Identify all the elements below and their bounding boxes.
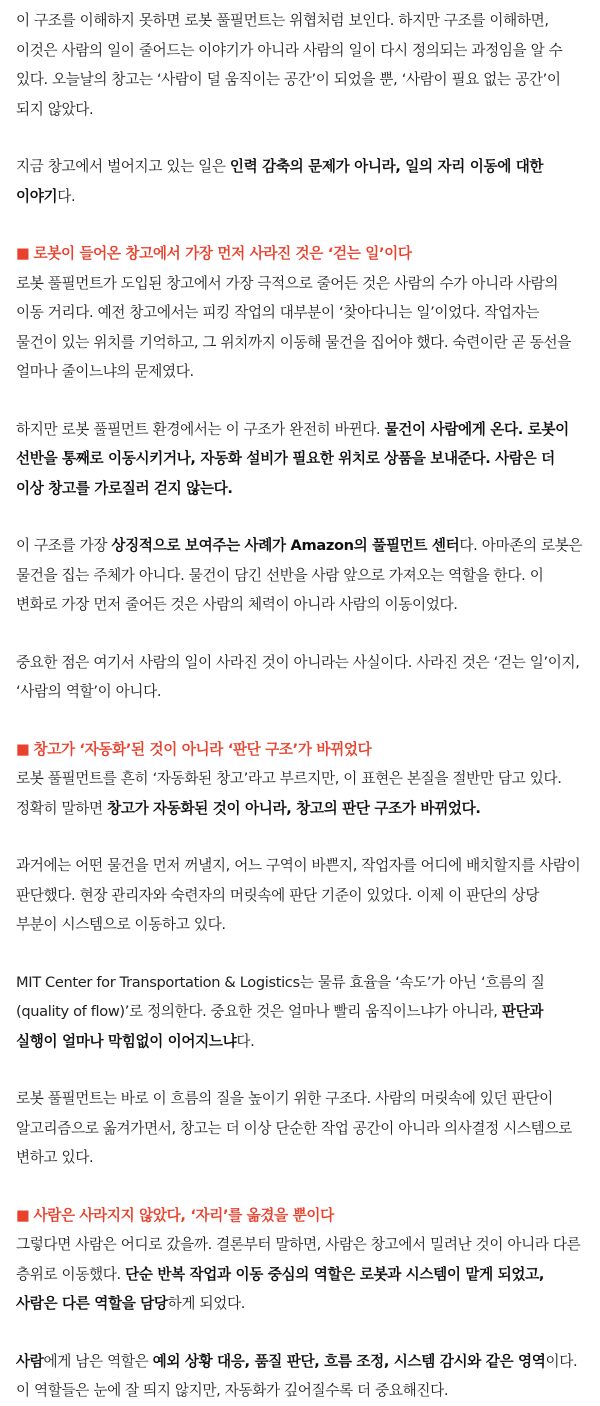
paragraph-text: 로봇 풀필먼트를 흔히 ‘자동화된 창고’라고 부르지만, 이 표현은 본질을 절반만 담고 있다. 정확히 말하면 [16,770,562,817]
section-heading-text: 로봇이 들어온 창고에서 가장 먼저 사라진 것은 ‘걷는 일’이다 [33,245,412,262]
paragraph-text: 그렇다면 사람은 어디로 갔을까. 결론부터 말하면, 사람은 창고에서 밀려난 것이 아니라 다른 층위로 이동했다. [16,1236,581,1283]
paragraph-text: 다. [57,187,76,205]
square-bullet-icon: ■ [16,245,30,262]
emphasis-text: 상징적으로 보여주는 사례가 Amazon의 풀필먼트 센터 [111,537,460,554]
paragraph-text: 하지만 로봇 풀필먼트 환경에서는 이 구조가 완전히 바뀐다. [16,420,385,438]
emphasis-text: 단순 반복 작업과 이동 중심의 역할은 로봇과 시스템이 맡게 되었고, 사람은 다른 역할을 담당 [16,1265,545,1312]
emphasis-text: 사람 [16,1352,44,1370]
emphasis-text: 인력 감축의 문제가 아니라, 일의 자리 이동에 대한 이야기 [16,158,544,205]
square-bullet-icon: ■ [16,1206,30,1224]
paragraph [16,968,584,1057]
paragraph-text: 과거에는 어떤 물건을 먼저 꺼낼지, 어느 구역이 바쁜지, 작업자를 어디에 배치할지를 사람이 판단했다. 현장 관리자와 숙련자의 머릿속에 판단 기준이 있었다. 이제 이 판단의 상당 부분이 시스템으로 이동하고 있다. [16,857,581,933]
paragraph-text: 이다. 이 역할들은 눈에 잘 띄지 않지만, 자동화가 깊어질수록 더 중요해진다. [16,1352,578,1399]
paragraph [16,531,584,620]
paragraph [16,764,584,823]
paragraph [16,1347,584,1406]
paragraph-text: 다. [236,1032,255,1050]
square-bullet-icon: ■ [16,740,30,758]
paragraph-text: 로봇 풀필먼트가 도입된 창고에서 가장 극적으로 줄어든 것은 사람의 수가 아니라 사람의 이동 거리다. 예전 창고에서는 피킹 작업의 대부분이 ‘찾아다니는 일’이었다. 작업자는 물건이 있는 위치를 기억하고, 그 위치까지 이동해 물건을 집어야 했다. 숙련이란 곧 동선을 얼마나 줄이느냐의 문제였다. [16,274,571,380]
paragraph [16,269,584,387]
paragraph-text: 지금 창고에서 벌어지고 있는 일은 [16,158,230,175]
emphasis-text: 판단과 실행이 얼마나 막힘없이 이어지느냐 [16,1003,544,1050]
paragraph-text: 이 구조를 이해하지 못하면 로봇 풀필먼트는 위협처럼 보인다. 하지만 구조를 이해하면, 이것은 사람의 일이 줄어드는 이야기가 아니라 사람의 일이 다시 정의되는 과정임을 알 수 있다. 오늘날의 창고는 ‘사람이 덜 움직이는 공간’이 되었을 뿐, ‘사람이 필요 없는 공간’이 되지 않았다. [16,12,563,118]
paragraph [16,648,584,707]
emphasis-text: 예외 상황 대응, 품질 판단, 흐름 조정, 시스템 감시와 같은 영역 [152,1352,546,1370]
paragraph-text: 중요한 점은 여기서 사람의 일이 사라진 것이 아니라는 사실이다. 사라진 것은 ‘걷는 일’이지, ‘사람의 역할’이 아니다. [16,653,580,700]
paragraph [16,415,584,504]
paragraph [16,6,584,124]
paragraph-text: 하게 되었다. [167,1295,245,1312]
emphasis-text: 창고가 자동화된 것이 아니라, 창고의 판단 구조가 바뀌었다. [107,799,481,817]
section-heading-text: 창고가 ‘자동화’된 것이 아니라 ‘판단 구조’가 바뀌었다 [33,740,372,758]
section-heading [16,1201,584,1231]
paragraph-text: MIT Center for Transportation & Logistics는 물류 효율을 ‘속도’가 아닌 ‘흐름의 질(quality of flow)’로 정의한다. 중요한 것은 얼마나 빨리 움직이느냐가 아니라, [16,973,545,1020]
emphasis-text: 물건이 사람에게 온다. 로봇이 선반을 통째로 이동시키거나, 자동화 설비가 필요한 위치로 상품을 보내준다. 사람은 더 이상 창고를 가로질러 걷지 않는다. [16,420,569,497]
paragraph [16,1230,584,1319]
paragraph [16,1084,584,1173]
paragraph [16,152,584,211]
section-heading [16,239,584,269]
paragraph [16,851,584,940]
paragraph-text: 로봇 풀필먼트는 바로 이 흐름의 질을 높이기 위한 구조다. 사람의 머릿속에 있던 판단이 알고리즘으로 옮겨가면서, 창고는 더 이상 단순한 작업 공간이 아니라 의사결정 시스템으로 변하고 있다. [16,1090,572,1166]
paragraph-text: 에게 남은 역할은 [43,1352,153,1370]
paragraph-text: 이 구조를 가장 [16,537,112,554]
section-heading [16,735,584,765]
paragraph-text: 다. 아마존의 로봇은 물건을 집는 주체가 아니다. 물건이 담긴 선반을 사람 앞으로 가져오는 역할을 한다. 이 변화로 가장 먼저 줄어든 것은 사람의 체력이 아니라 사람의 이동이었다. [16,537,583,613]
section-heading-text: 사람은 사라지지 않았다, ‘자리’를 옮겼을 뿐이다 [33,1206,334,1224]
